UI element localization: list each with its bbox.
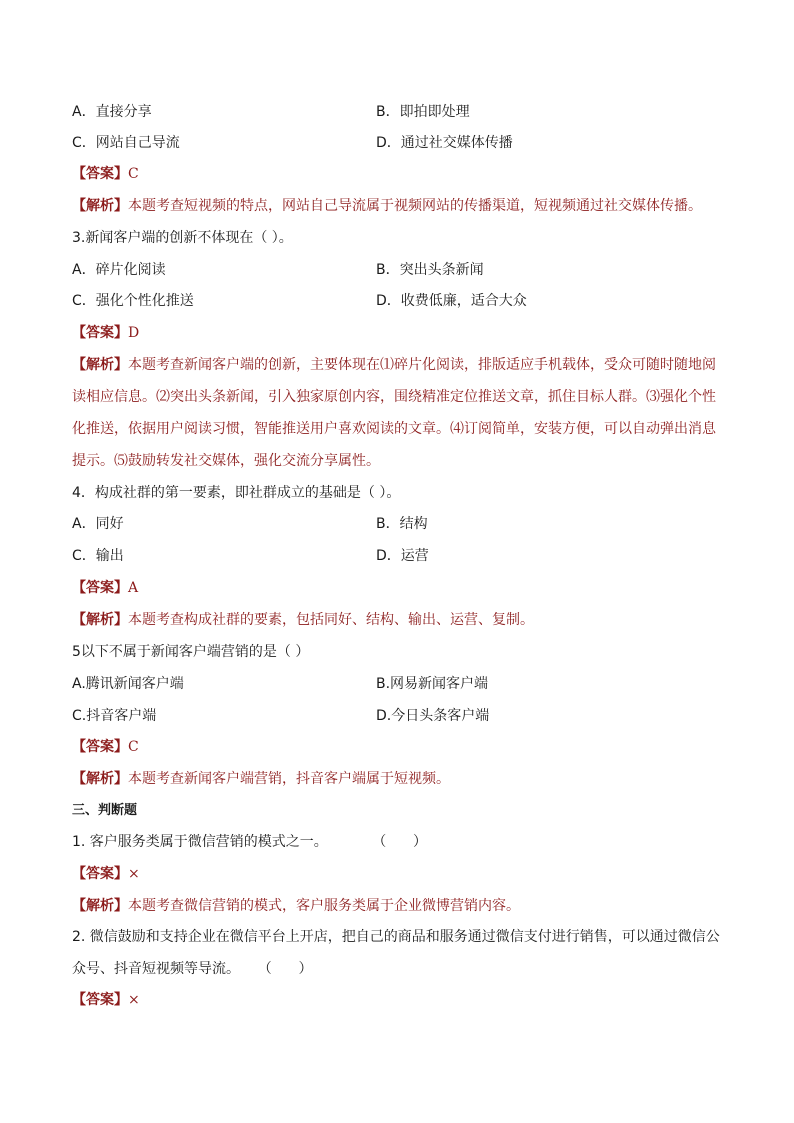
analysis-text: 本题考查新闻客户端的创新，主要体现在⑴碎片化阅读，排版适应手机载体，受众可随时随地阅读相应信息。⑵突出头条新闻，引入独家原创内容，围绕精准定位推送文章，抓住目标人群。⑶强化个性化推送，依据用户阅读习惯，智能推送用户喜欢阅读的文章。⑷订阅简单，安装方便，可以自动弹出消息提示。⑸鼓励转发社交媒体，强化交流分享属性。 bbox=[72, 357, 716, 469]
option-b: B．即拍即处理 bbox=[376, 104, 470, 120]
analysis-line bbox=[72, 196, 722, 216]
option-a: A．同好 bbox=[72, 516, 124, 532]
option-row bbox=[72, 102, 722, 122]
analysis-text: 本题考查新闻客户端营销，抖音客户端属于短视频。 bbox=[128, 771, 450, 787]
option-row bbox=[72, 546, 722, 566]
option-d: D．收费低廉，适合大众 bbox=[376, 293, 527, 309]
question-stem: 1. 客户服务类属于微信营销的模式之一。 （ ） bbox=[72, 834, 428, 850]
answer-value: × bbox=[128, 992, 140, 1008]
option-b: B．结构 bbox=[376, 516, 428, 532]
option-row bbox=[72, 514, 722, 534]
analysis-line bbox=[72, 896, 722, 916]
answer-line bbox=[72, 164, 722, 184]
option-row bbox=[72, 674, 722, 694]
analysis-label: 【解析】 bbox=[72, 357, 128, 373]
answer-value: × bbox=[128, 866, 140, 882]
option-c: C．输出 bbox=[72, 548, 124, 564]
answer-value: C bbox=[128, 739, 139, 755]
answer-line bbox=[72, 737, 722, 757]
answer-label: 【答案】 bbox=[72, 325, 128, 341]
option-c: C．网站自己导流 bbox=[72, 135, 180, 151]
answer-label: 【答案】 bbox=[72, 866, 128, 882]
answer-label: 【答案】 bbox=[72, 580, 128, 596]
option-row bbox=[72, 706, 722, 726]
analysis-label: 【解析】 bbox=[72, 198, 128, 214]
option-row bbox=[72, 133, 722, 153]
option-d: D.今日头条客户端 bbox=[376, 708, 490, 724]
answer-value: D bbox=[128, 325, 140, 341]
option-d: D．通过社交媒体传播 bbox=[376, 135, 513, 151]
analysis-label: 【解析】 bbox=[72, 612, 128, 628]
section-heading: 三、判断题 bbox=[72, 803, 138, 818]
option-b: B.网易新闻客户端 bbox=[376, 676, 489, 692]
question-stem: 3.新闻客户端的创新不体现在（ ）。 bbox=[72, 230, 293, 246]
option-a: A．碎片化阅读 bbox=[72, 262, 166, 278]
analysis-text: 本题考查短视频的特点，网站自己导流属于视频网站的传播渠道，短视频通过社交媒体传播。 bbox=[128, 198, 702, 214]
option-c: C.抖音客户端 bbox=[72, 708, 157, 724]
analysis-text: 本题考查微信营销的模式，客户服务类属于企业微博营销内容。 bbox=[128, 898, 520, 914]
answer-label: 【答案】 bbox=[72, 739, 128, 755]
option-c: C．强化个性化推送 bbox=[72, 293, 194, 309]
answer-line bbox=[72, 864, 722, 884]
option-row bbox=[72, 291, 722, 311]
analysis-line bbox=[72, 610, 722, 630]
answer-label: 【答案】 bbox=[72, 166, 128, 182]
option-a: A.腾讯新闻客户端 bbox=[72, 676, 184, 692]
analysis-text: 本题考查构成社群的要素，包括同好、结构、输出、运营、复制。 bbox=[128, 612, 534, 628]
analysis-paragraph bbox=[72, 349, 724, 477]
option-row bbox=[72, 260, 722, 280]
option-a: A．直接分享 bbox=[72, 104, 152, 120]
question-stem: 2. 微信鼓励和支持企业在微信平台上开店，把自己的商品和服务通过微信支付进行销售，可以通过微信公众号、抖音短视频等导流。 （ ） bbox=[72, 929, 720, 977]
analysis-label: 【解析】 bbox=[72, 898, 128, 914]
option-d: D．运营 bbox=[376, 548, 429, 564]
answer-line bbox=[72, 578, 722, 598]
answer-line bbox=[72, 323, 722, 343]
answer-value: C bbox=[128, 166, 139, 182]
answer-label: 【答案】 bbox=[72, 992, 128, 1008]
answer-line bbox=[72, 990, 722, 1010]
question-stem: 4．构成社群的第一要素，即社群成立的基础是（ ）。 bbox=[72, 485, 401, 501]
analysis-label: 【解析】 bbox=[72, 771, 128, 787]
option-b: B．突出头条新闻 bbox=[376, 262, 484, 278]
question-stem: 5以下不属于新闻客户端营销的是（ ） bbox=[72, 644, 310, 660]
answer-value: A bbox=[128, 580, 139, 596]
analysis-line bbox=[72, 769, 722, 789]
